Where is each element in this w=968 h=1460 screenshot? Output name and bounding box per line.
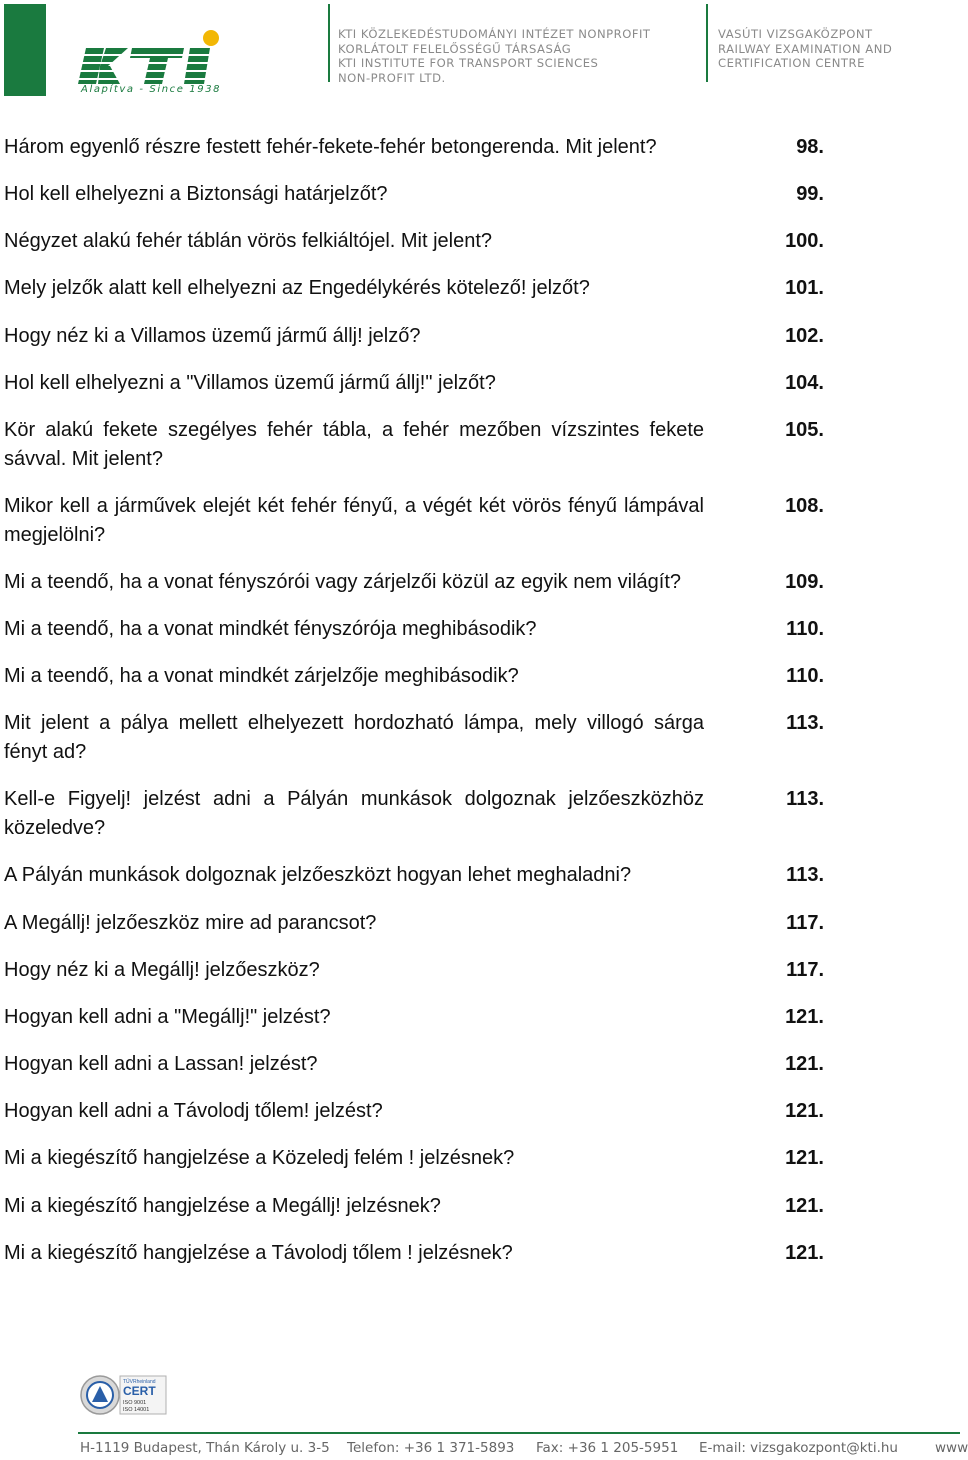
- centre-line: CERTIFICATION CENTRE: [718, 56, 865, 71]
- org-line: KTI INSTITUTE FOR TRANSPORT SCIENCES: [338, 56, 599, 71]
- kti-logo: [78, 28, 224, 86]
- question-text: Mikor kell a járművek elejét két fehér fényű, a végét két vörös fényű lámpával megjelölni?: [4, 494, 704, 546]
- page-number: 99.: [796, 183, 824, 205]
- question-row: [4, 416, 824, 474]
- question-text: Hol kell elhelyezni a Biztonsági határjelzőt?: [4, 183, 388, 205]
- svg-text:ISO 14001: ISO 14001: [123, 1407, 150, 1413]
- footer-email[interactable]: E-mail: vizsgakozpont@kti.hu: [699, 1440, 898, 1456]
- page-number: 121.: [785, 1241, 824, 1264]
- question-text: Hogyan kell adni a Lassan! jelzést?: [4, 1053, 318, 1076]
- svg-text:CERT: CERT: [123, 1384, 156, 1398]
- page-number: 110.: [786, 617, 824, 640]
- page-number: 100.: [785, 230, 824, 253]
- question-row: [4, 369, 824, 398]
- page-number: 104.: [785, 371, 824, 394]
- page-number: 113.: [786, 712, 824, 735]
- question-row: [4, 1050, 824, 1079]
- header-divider: [328, 4, 330, 82]
- question-row: [4, 662, 824, 691]
- question-text: Kell-e Figyelj! jelzést adni a Pályán munkások dolgoznak jelzőeszközhöz közeledve?: [4, 788, 704, 840]
- question-text: Négyzet alakú fehér táblán vörös felkiáltójel. Mit jelent?: [4, 230, 493, 253]
- question-text: Mi a teendő, ha a vonat mindkét zárjelzője meghibásodik?: [4, 665, 519, 688]
- question-row: [4, 1144, 824, 1173]
- footer-web[interactable]: www: [935, 1440, 968, 1456]
- question-row: [4, 180, 824, 209]
- svg-text:TÜVRheinland: TÜVRheinland: [123, 1379, 156, 1385]
- footer-contact: [80, 1438, 968, 1460]
- page-number: 117.: [786, 958, 824, 981]
- question-text: Mi a teendő, ha a vonat mindkét fényszórója meghibásodik?: [4, 617, 537, 640]
- question-row: [4, 615, 824, 644]
- question-text: Mi a kiegészítő hangjelzése a Közeledj felém ! jelzésnek?: [4, 1147, 515, 1170]
- page-number: 101.: [785, 277, 824, 300]
- question-row: [4, 861, 824, 890]
- question-text: Hol kell elhelyezni a "Villamos üzemű jármű állj!" jelzőt?: [4, 371, 496, 394]
- brand-bar: [4, 4, 46, 96]
- question-row: [4, 1192, 824, 1221]
- centre-line: VASÚTI VIZSGAKÖZPONT: [718, 27, 873, 41]
- question-text: Kör alakú fekete szegélyes fehér tábla, a fehér mezőben vízszintes fekete sávval. Mit jelent?: [4, 418, 704, 470]
- centre-name-block: [718, 27, 892, 71]
- footer-address: H-1119 Budapest, Thán Károly u. 3-5: [80, 1440, 330, 1456]
- org-line: KORLÁTOLT FELELŐSSÉGŰ TÁRSASÁG: [338, 41, 572, 56]
- page-number: 121.: [785, 1100, 824, 1123]
- header-divider: [706, 4, 708, 82]
- page-number: 121.: [785, 1005, 824, 1028]
- question-text: Hogyan kell adni a "Megállj!" jelzést?: [4, 1005, 331, 1028]
- question-row: [4, 322, 824, 351]
- page-number: 121.: [785, 1053, 824, 1076]
- question-row: [4, 709, 824, 767]
- org-line: NON-PROFIT LTD.: [338, 70, 446, 85]
- question-row: [4, 785, 824, 843]
- org-name-block: [338, 27, 651, 85]
- page-number: 105.: [785, 418, 824, 441]
- question-row: [4, 1003, 824, 1032]
- question-row: [4, 909, 824, 938]
- question-text: Mi a kiegészítő hangjelzése a Megállj! jelzésnek?: [4, 1194, 441, 1217]
- question-text: A Megállj! jelzőeszköz mire ad parancsot?: [4, 911, 377, 934]
- question-row: [4, 227, 824, 256]
- page-number: 113.: [786, 864, 824, 887]
- question-row: [4, 568, 824, 597]
- question-text: Hogy néz ki a Villamos üzemű jármű állj! jelző?: [4, 324, 421, 347]
- page-number: 98.: [796, 136, 824, 158]
- org-line: KTI KÖZLEKEDÉSTUDOMÁNYI INTÉZET NONPROFIT: [338, 27, 651, 41]
- footer-rule: [78, 1432, 960, 1434]
- centre-line: RAILWAY EXAMINATION AND: [718, 41, 893, 56]
- page-number: 110.: [786, 665, 824, 688]
- question-row: [4, 1097, 824, 1126]
- question-text: Mit jelent a pálya mellett elhelyezett hordozható lámpa, mely villogó sárga fényt ad?: [4, 712, 704, 764]
- tagline: Alapítva - Since 1938: [81, 84, 222, 95]
- footer-phone: Telefon: +36 1 371-5893: [347, 1440, 515, 1456]
- page-number: 117.: [786, 911, 824, 934]
- question-text: Hogyan kell adni a Távolodj tőlem! jelzést?: [4, 1100, 383, 1123]
- question-row: [4, 492, 824, 550]
- page-number: 113.: [786, 788, 824, 811]
- footer-fax: Fax: +36 1 205-5951: [536, 1440, 679, 1456]
- question-list: [4, 133, 824, 1286]
- page-number: 108.: [785, 494, 824, 517]
- question-text: Mi a teendő, ha a vonat fényszórói vagy zárjelzői közül az egyik nem világít?: [4, 570, 682, 593]
- letterhead: [0, 0, 960, 110]
- svg-text:KTI: KTI: [78, 28, 80, 29]
- page-number: 121.: [785, 1147, 824, 1170]
- svg-text:ISO 9001: ISO 9001: [123, 1400, 147, 1406]
- page-number: 109.: [785, 570, 824, 593]
- question-text: Három egyenlő részre festett fehér-fekete-fehér betongerenda. Mit jelent?: [4, 136, 657, 158]
- question-text: A Pályán munkások dolgoznak jelzőeszközt hogyan lehet meghaladni?: [4, 864, 632, 887]
- question-text: Mi a kiegészítő hangjelzése a Távolodj tőlem ! jelzésnek?: [4, 1241, 513, 1264]
- question-text: Hogy néz ki a Megállj! jelzőeszköz?: [4, 958, 320, 981]
- page-number: 102.: [785, 324, 824, 347]
- question-text: Mely jelzők alatt kell elhelyezni az Engedélykérés kötelező! jelzőt?: [4, 277, 590, 300]
- question-row: [4, 274, 824, 303]
- question-row: [4, 956, 824, 985]
- tuv-cert-badge: [80, 1374, 168, 1416]
- page-number: 121.: [785, 1194, 824, 1217]
- question-row: [4, 1239, 824, 1268]
- question-row: [4, 133, 824, 162]
- logo-sun-icon: [203, 30, 219, 46]
